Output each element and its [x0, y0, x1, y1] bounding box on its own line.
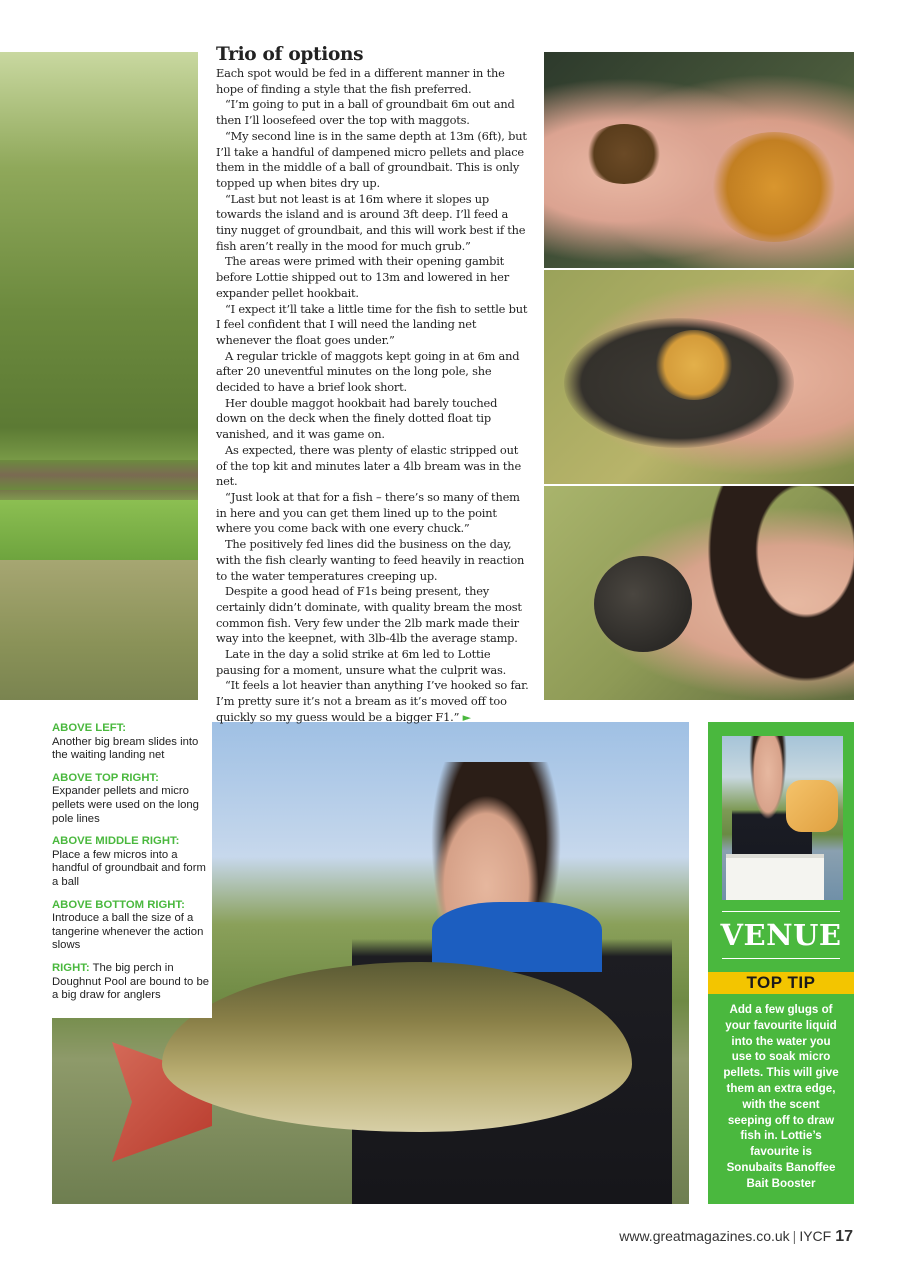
article-paragraph: Her double maggot hookbait had barely touched down on the deck when the finely dotted float tip vanished, and it was game on. — [216, 395, 498, 442]
article-paragraph: Despite a good head of F1s being present, they certainly didn’t dominate, with quality bream the most common fish. Very few under the 2lb mark made their way into the keepnet, with 3lb-4lb the average stamp. — [216, 584, 522, 646]
caption-label: RIGHT: — [52, 961, 90, 974]
caption-text: Another big bream slides into the waiting landing net — [52, 735, 199, 762]
page-number: 17 — [835, 1228, 853, 1245]
caption-above-bottom-right — [52, 899, 212, 953]
venue-top-tip-box — [708, 722, 854, 1204]
article-paragraph: “I’m going to put in a ball of groundbait 6m out and then I’ll loosefeed over the top with maggots. — [216, 97, 515, 128]
article-paragraph: The positively fed lines did the business on the day, with the fish clearly wanting to feed heavily in reaction to the water temperatures creeping up. — [216, 537, 525, 583]
page-footer — [619, 1228, 853, 1246]
caption-text: Place a few micros into a handful of groundbait and form a ball — [52, 848, 206, 888]
top-tip-text: Add a few glugs of your favourite liquid into the water you use to soak micro pellets. This will give them an extra edge, with the scent seeping off to draw fish in. Lottie’s favourite is Sonubaits Banoffee Bait Booster — [723, 1003, 839, 1190]
photo-expander-and-micro-pellets — [544, 52, 854, 268]
caption-above-middle-right — [52, 835, 212, 889]
photo-lottie-pouring-liquid — [722, 736, 843, 900]
top-tip-title: TOP TIP — [708, 972, 854, 994]
article-paragraph: The areas were primed with their opening gambit before Lottie shipped out to 13m and lowered in her expander pellet hookbait. — [216, 254, 509, 300]
caption-label: ABOVE TOP RIGHT: — [52, 771, 159, 784]
article-paragraph: “Last but not least is at 16m where it slopes up towards the island and is around 3ft deep. I’ll feed a tiny nugget of groundbait, and this will work best if the fish aren’t really in the mood for much grub.” — [216, 191, 526, 253]
footer-magazine: IYCF — [799, 1228, 832, 1244]
caption-right — [52, 962, 212, 1003]
article-paragraph: “Just look at that for a fish – there’s so many of them in here and you can get them lined up to the point where you come back with one every chuck.” — [216, 489, 520, 536]
photo-micros-in-groundbait — [544, 270, 854, 484]
article-paragraph-last: “It feels a lot heavier than anything I’ve hooked so far. I’m pretty sure it’s not a bream as it’s moved off too quickly so my guess would be a bigger F1.” ► — [216, 678, 529, 724]
article-paragraph: Late in the day a solid strike at 6m led to Lottie pausing for a moment, unsure what the culprit was. — [216, 647, 507, 677]
article-paragraph: “I expect it’ll take a little time for the fish to settle but I feel confident that I will need the landing net whenever the float goes under.” — [216, 301, 528, 347]
article-paragraph: A regular trickle of maggots kept going in at 6m and after 20 uneventful minutes on the long pole, she decided to have a brief look short. — [216, 348, 520, 395]
caption-text: Expander pellets and micro pellets were used on the long pole lines — [52, 785, 199, 825]
caption-label: ABOVE MIDDLE RIGHT: — [52, 835, 180, 848]
photo-bream-landing-net — [0, 52, 198, 700]
divider — [722, 958, 840, 959]
caption-above-top-right — [52, 772, 212, 826]
article-paragraph: Each spot would be fed in a different manner in the hope of finding a style that the fish preferred. — [216, 66, 505, 96]
footer-website: www.greatmagazines.co.uk — [619, 1228, 790, 1244]
photo-groundbait-ball — [544, 486, 854, 700]
article-paragraph: “My second line is in the same depth at 13m (6ft), but I’ll take a handful of dampened micro pellets and place them in the middle of a ball of groundbait. This is only topped up when bites dry up. — [216, 128, 527, 190]
article-column — [216, 44, 530, 726]
caption-text: Introduce a ball the size of a tangerine whenever the action slows — [52, 912, 204, 952]
end-arrow-icon: ► — [462, 710, 471, 724]
caption-above-left — [52, 722, 212, 763]
caption-panel — [52, 722, 212, 1018]
caption-text: The big perch in Doughnut Pool are bound to be a big draw for anglers — [52, 961, 210, 1002]
article-heading: Trio of options — [216, 44, 364, 65]
footer-separator: | — [792, 1228, 797, 1244]
article-paragraph: As expected, there was plenty of elastic stripped out of the top kit and minutes later a 4lb bream was in the net. — [216, 442, 521, 489]
caption-label: ABOVE LEFT: — [52, 722, 127, 734]
venue-heading: VENUE — [720, 918, 842, 952]
caption-label: ABOVE BOTTOM RIGHT: — [52, 898, 185, 911]
divider — [722, 911, 840, 912]
